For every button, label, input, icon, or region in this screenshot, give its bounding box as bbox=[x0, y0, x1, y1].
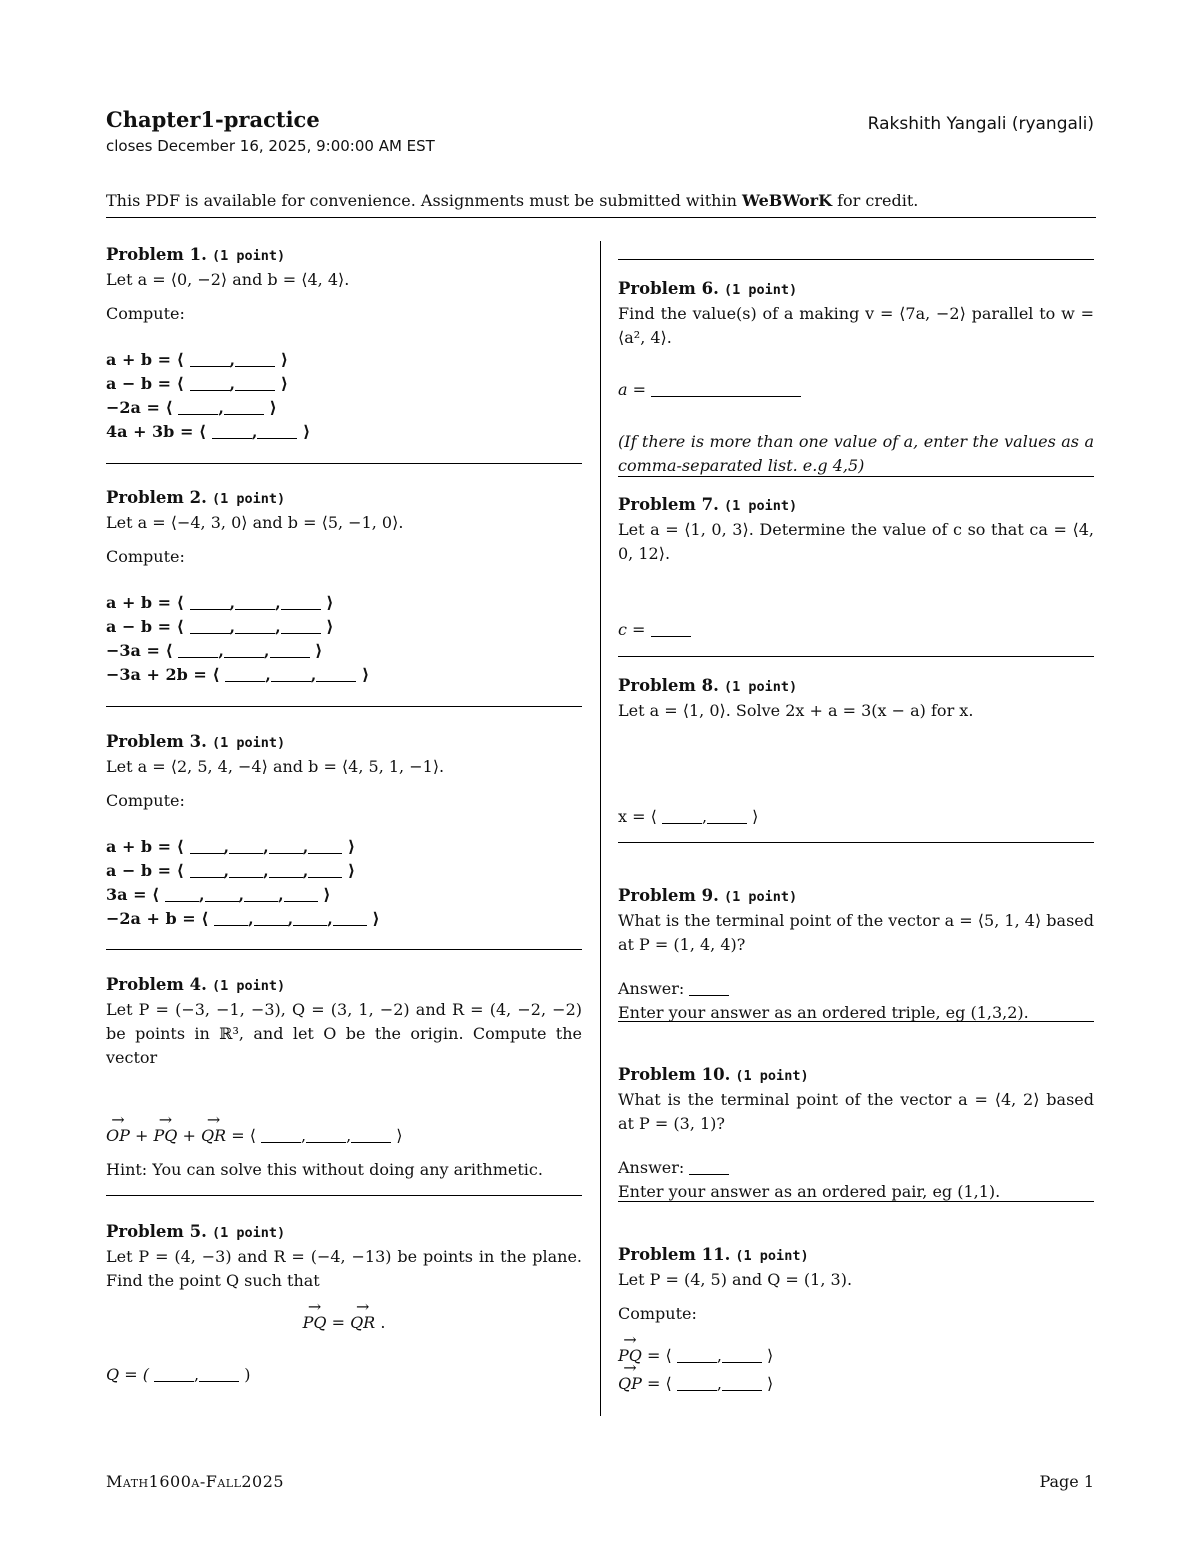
answer-blank[interactable] bbox=[662, 807, 702, 824]
problem-statement: Let P = (4, 5) and Q = (1, 3). bbox=[618, 1270, 853, 1289]
answer-blank[interactable] bbox=[281, 617, 321, 634]
column-divider bbox=[600, 241, 601, 1416]
problem-points: (1 point) bbox=[211, 248, 286, 264]
answer-line: a + b = ⟨ , ⟩ bbox=[106, 350, 289, 369]
notice-pre: This PDF is available for convenience. Assignments must be submitted within bbox=[106, 191, 742, 210]
equals-label: = ⟨ bbox=[226, 1126, 256, 1145]
note: Enter your answer as an ordered pair, eg (1,1). bbox=[618, 1182, 1001, 1201]
problem-points: (1 point) bbox=[735, 1248, 809, 1264]
answer-label: −3a + 2b = ⟨ bbox=[106, 665, 220, 684]
answer-blank[interactable] bbox=[154, 1365, 194, 1382]
vector-pq: → PQ bbox=[303, 1311, 327, 1335]
problem-heading: Problem 9. bbox=[618, 886, 719, 905]
problem-divider bbox=[106, 1195, 582, 1196]
answer-line: −3a = ⟨ , , ⟩ bbox=[106, 641, 323, 660]
answer-label: a + b = ⟨ bbox=[106, 837, 184, 856]
problem-divider bbox=[106, 463, 582, 464]
vector-qr: → QR bbox=[350, 1311, 375, 1335]
equation: → PQ = → QR . bbox=[106, 1311, 582, 1335]
answer-label: a − b = ⟨ bbox=[106, 617, 184, 636]
answer-blank[interactable] bbox=[212, 422, 252, 439]
problem-points: (1 point) bbox=[723, 282, 798, 298]
answer-blank[interactable] bbox=[199, 1365, 239, 1382]
answer-blank[interactable] bbox=[308, 837, 342, 854]
answer-blank[interactable] bbox=[722, 1346, 762, 1363]
page-number: Page 1 bbox=[1039, 1472, 1094, 1491]
answer-blank[interactable] bbox=[333, 909, 367, 926]
problem-8: Problem 8. (1 point) Let a = ⟨1, 0⟩. Solve 2x + a = 3(x − a) for x. x = ⟨ , ⟩ bbox=[618, 674, 1094, 829]
answer-blank[interactable] bbox=[235, 374, 275, 391]
answer-blank[interactable] bbox=[677, 1374, 717, 1391]
problem-11: Problem 11. (1 point) Let P = (4, 5) and Q = (1, 3). Compute: → PQ = ⟨ , ⟩ → QP = ⟨ , ⟩ bbox=[618, 1243, 1094, 1398]
problem-points: (1 point) bbox=[211, 1225, 286, 1241]
answer-line: 3a = ⟨ , , , ⟩ bbox=[106, 885, 331, 904]
answer-blank[interactable] bbox=[178, 641, 218, 658]
problem-heading: Problem 8. bbox=[618, 676, 719, 695]
answer-label: Answer: bbox=[618, 1158, 685, 1177]
answer-blank[interactable] bbox=[229, 837, 263, 854]
problem-statement: Let P = (−3, −1, −3), Q = (3, 1, −2) and R = (4, −2, −2) be points in ℝ³, and let O be the origin. Compute the vector bbox=[106, 1000, 582, 1067]
answer-label: a + b = ⟨ bbox=[106, 350, 184, 369]
problem-statement: Find the value(s) of a making v = ⟨7a, −2⟩ parallel to w = ⟨a², 4⟩. bbox=[618, 304, 1094, 347]
answer-label: x = ⟨ bbox=[618, 807, 657, 826]
course-name: Math1600a-Fall2025 bbox=[106, 1472, 285, 1491]
answer-label: a + b = ⟨ bbox=[106, 593, 184, 612]
answer-label: Answer: bbox=[618, 979, 685, 998]
answer-blank[interactable] bbox=[269, 837, 303, 854]
problem-heading: Problem 2. bbox=[106, 488, 207, 507]
answer-blank[interactable] bbox=[235, 350, 275, 367]
problem-statement: What is the terminal point of the vector a = ⟨5, 1, 4⟩ based at P = (1, 4, 4)? bbox=[618, 911, 1094, 954]
answer-line: −2a + b = ⟨ , , , ⟩ bbox=[106, 909, 380, 928]
answer-blank[interactable] bbox=[722, 1374, 762, 1391]
answer-blank[interactable] bbox=[689, 1158, 729, 1175]
answer-label: −2a = ⟨ bbox=[106, 398, 173, 417]
note: (If there is more than one value of a, enter the values as a comma-separated list. e.g 4,5) bbox=[618, 432, 1094, 475]
answer-line: a − b = ⟨ , , ⟩ bbox=[106, 617, 334, 636]
answer-label: c = bbox=[618, 620, 646, 639]
answer-line: a + b = ⟨ , , ⟩ bbox=[106, 593, 334, 612]
equals-label: = ⟨ bbox=[641, 1346, 672, 1365]
student-name: Rakshith Yangali (ryangali) bbox=[867, 114, 1094, 134]
vector-pq: → PQ bbox=[618, 1342, 642, 1370]
answer-blank[interactable] bbox=[190, 861, 224, 878]
notice-post: for credit. bbox=[832, 191, 919, 210]
problem-1 bbox=[106, 243, 582, 444]
problem-divider bbox=[618, 476, 1094, 477]
answer-label: a = bbox=[618, 380, 647, 399]
problem-points: (1 point) bbox=[211, 735, 286, 751]
answer-line: → OP + → PQ + → QR = ⟨ , , ⟩ bbox=[106, 1124, 582, 1148]
compute-label: Compute: bbox=[106, 791, 185, 810]
answer-blank[interactable] bbox=[190, 617, 230, 634]
answer-blank[interactable] bbox=[229, 861, 263, 878]
answer-blank[interactable] bbox=[205, 885, 239, 902]
problem-9 bbox=[618, 884, 1094, 1025]
answer-blank[interactable] bbox=[225, 665, 265, 682]
due-date: closes December 16, 2025, 9:00:00 AM EST bbox=[106, 137, 435, 155]
answer-blank[interactable] bbox=[707, 807, 747, 824]
problem-points: (1 point) bbox=[735, 1068, 809, 1084]
problem-statement: Let a = ⟨0, −2⟩ and b = ⟨4, 4⟩. bbox=[106, 270, 350, 289]
problem-divider bbox=[618, 656, 1094, 657]
problem-points: (1 point) bbox=[723, 498, 798, 514]
problem-statement: Let a = ⟨−4, 3, 0⟩ and b = ⟨5, −1, 0⟩. bbox=[106, 513, 404, 532]
problem-2 bbox=[106, 486, 582, 687]
answer-line: a − b = ⟨ , , , ⟩ bbox=[106, 861, 356, 880]
problem-heading: Problem 11. bbox=[618, 1245, 731, 1264]
answer-blank[interactable] bbox=[224, 641, 264, 658]
answer-line: a + b = ⟨ , , , ⟩ bbox=[106, 837, 356, 856]
note: Enter your answer as an ordered triple, eg (1,3,2). bbox=[618, 1003, 1029, 1022]
answer-label: Q = ( bbox=[106, 1365, 149, 1384]
problem-statement: Let a = ⟨2, 5, 4, −4⟩ and b = ⟨4, 5, 1, −1⟩. bbox=[106, 757, 445, 776]
answer-label: a − b = ⟨ bbox=[106, 374, 184, 393]
header-divider bbox=[106, 217, 1096, 218]
answer-blank[interactable] bbox=[306, 1126, 346, 1143]
answer-blank[interactable] bbox=[271, 665, 311, 682]
answer-blank[interactable] bbox=[677, 1346, 717, 1363]
answer-blank[interactable] bbox=[261, 1126, 301, 1143]
answer-blank[interactable] bbox=[214, 909, 248, 926]
answer-blank[interactable] bbox=[178, 398, 218, 415]
answer-blank[interactable] bbox=[651, 620, 691, 637]
problem-6 bbox=[618, 277, 1094, 478]
answer-blank[interactable] bbox=[689, 979, 729, 996]
notice-brand: WeBWorK bbox=[741, 191, 832, 210]
problem-points: (1 point) bbox=[723, 679, 798, 695]
answer-blank[interactable] bbox=[293, 909, 327, 926]
answer-label: −3a = ⟨ bbox=[106, 641, 173, 660]
answer-line: −3a + 2b = ⟨ , , ⟩ bbox=[106, 665, 370, 684]
problem-heading: Problem 4. bbox=[106, 975, 207, 994]
compute-label: Compute: bbox=[106, 547, 185, 566]
answer-blank[interactable] bbox=[190, 837, 224, 854]
answer-blank[interactable] bbox=[316, 665, 356, 682]
assignment-title: Chapter1-practice bbox=[106, 107, 320, 132]
problem-divider bbox=[618, 1201, 1094, 1202]
compute-label: Compute: bbox=[618, 1304, 697, 1323]
equals-label: = ⟨ bbox=[641, 1374, 672, 1393]
answer-label: 4a + 3b = ⟨ bbox=[106, 422, 207, 441]
answer-line: Q = ( , ) bbox=[106, 1365, 251, 1384]
problem-divider bbox=[106, 706, 582, 707]
problem-points: (1 point) bbox=[723, 889, 798, 905]
answer-blank[interactable] bbox=[224, 398, 264, 415]
problem-4 bbox=[106, 973, 582, 1182]
answer-blank[interactable] bbox=[269, 861, 303, 878]
vector-pq: → PQ bbox=[153, 1124, 177, 1148]
answer-blank[interactable] bbox=[190, 593, 230, 610]
answer-label: 3a = ⟨ bbox=[106, 885, 160, 904]
problem-heading: Problem 3. bbox=[106, 732, 207, 751]
answer-line: a − b = ⟨ , ⟩ bbox=[106, 374, 289, 393]
answer-label: a − b = ⟨ bbox=[106, 861, 184, 880]
problem-statement: What is the terminal point of the vector a = ⟨4, 2⟩ based at P = (3, 1)? bbox=[618, 1090, 1094, 1133]
answer-blank[interactable] bbox=[235, 593, 275, 610]
answer-blank[interactable] bbox=[165, 885, 199, 902]
problem-10 bbox=[618, 1063, 1094, 1204]
problem-divider bbox=[618, 842, 1094, 843]
answer-blank[interactable] bbox=[284, 885, 318, 902]
answer-blank[interactable] bbox=[190, 350, 230, 367]
problem-points: (1 point) bbox=[211, 978, 286, 994]
answer-blank[interactable] bbox=[190, 374, 230, 391]
answer-line: 4a + 3b = ⟨ , ⟩ bbox=[106, 422, 311, 441]
problem-5 bbox=[106, 1220, 582, 1387]
problem-heading: Problem 10. bbox=[618, 1065, 731, 1084]
problem-heading: Problem 1. bbox=[106, 245, 207, 264]
notice bbox=[106, 191, 918, 210]
vector-op: → OP bbox=[106, 1124, 130, 1148]
answer-blank[interactable] bbox=[257, 422, 297, 439]
answer-line: −2a = ⟨ , ⟩ bbox=[106, 398, 277, 417]
problem-statement: Let a = ⟨1, 0⟩. Solve 2x + a = 3(x − a) for x. bbox=[618, 701, 974, 720]
problem-7 bbox=[618, 493, 1094, 642]
problem-3 bbox=[106, 730, 582, 931]
problem-heading: Problem 5. bbox=[106, 1222, 207, 1241]
vector-qr: → QR bbox=[201, 1124, 226, 1148]
problem-heading: Problem 6. bbox=[618, 279, 719, 298]
problem-divider bbox=[618, 259, 1094, 260]
hint: Hint: You can solve this without doing any arithmetic. bbox=[106, 1160, 543, 1179]
answer-blank[interactable] bbox=[270, 641, 310, 658]
problem-divider bbox=[106, 949, 582, 950]
problem-points: (1 point) bbox=[211, 491, 286, 507]
answer-blank[interactable] bbox=[235, 617, 275, 634]
problem-heading: Problem 7. bbox=[618, 495, 719, 514]
answer-blank[interactable] bbox=[244, 885, 278, 902]
problem-divider bbox=[618, 1021, 1094, 1022]
answer-blank[interactable] bbox=[254, 909, 288, 926]
answer-blank[interactable] bbox=[651, 380, 801, 397]
vector-qp: → QP bbox=[618, 1370, 642, 1398]
compute-label: Compute: bbox=[106, 304, 185, 323]
answer-blank[interactable] bbox=[281, 593, 321, 610]
answer-blank[interactable] bbox=[308, 861, 342, 878]
answer-blank[interactable] bbox=[351, 1126, 391, 1143]
answer-label: −2a + b = ⟨ bbox=[106, 909, 209, 928]
problem-statement: Let a = ⟨1, 0, 3⟩. Determine the value of c so that ca = ⟨4, 0, 12⟩. bbox=[618, 520, 1094, 563]
problem-statement: Let P = (4, −3) and R = (−4, −13) be points in the plane. Find the point Q such that bbox=[106, 1247, 582, 1290]
